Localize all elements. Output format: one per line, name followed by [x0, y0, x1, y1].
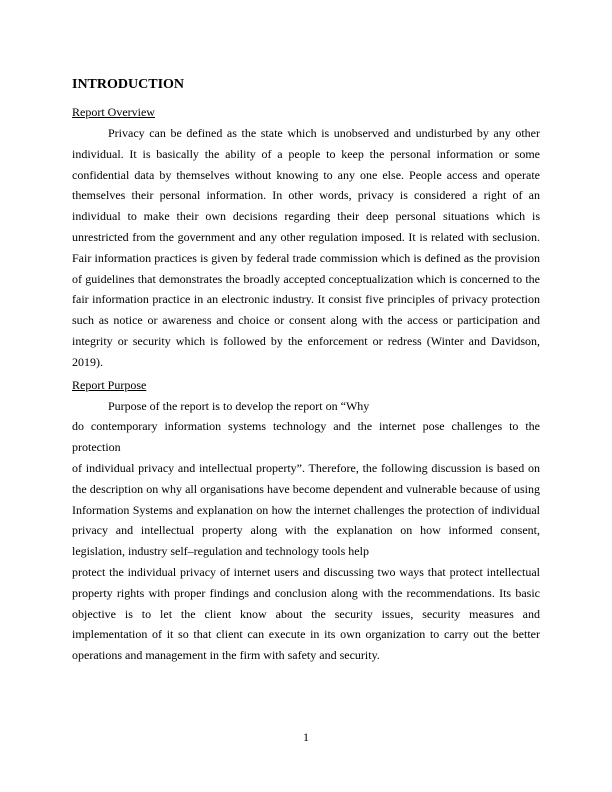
report-purpose-heading: Report Purpose — [72, 377, 147, 392]
report-overview-heading: Report Overview — [72, 105, 155, 119]
page-content — [72, 76, 540, 666]
introduction-heading: INTRODUCTION — [72, 77, 185, 92]
report-overview-paragraph: Privacy can be defined as the state which is unobserved and undisturbed by any other individual. It is basically the ability of a people to keep the personal information or some confidential data by themselves without knowing to any one else. People access and operate themselves their personal information. In other words, privacy is considered a right of an individual to make their own decisions regarding their deep personal situations which is unrestricted from the government and any other regulation imposed. It is related with seclusion. Fair information practices is given by federal trade commission which is defined as the provision of guidelines that demonstrates the broadly accepted conceptualization which is concerned to the fair information practice in an electronic industry. It consist five principles of privacy protection such as notice or awareness and choice or consent along with the access or participation and integrity or security which is followed by the enforcement or redress (Winter and Davidson, 2019). — [72, 126, 540, 369]
report-purpose-paragraph: do contemporary information systems technology and the internet pose challenges to the protection of individual privacy and intellectual property”. Therefore, the following discussion is based on the description on why all organisations have become dependent and vulnerable because of using Information Systems and explanation on how the internet challenges the protection of individual privacy and intellectual property along with the explanation on how informed consent, legislation, industry self–regulation and technology tools help protect the individual privacy of internet users and discussing two ways that protect intellectual property rights with proper findings and conclusion along with the recommendations. Its basic objective is to let the client know about the security issues, security measures and implementation of it so that client can execute in its own organization to carry out the better operations and management in the firm with safety and security. — [72, 419, 540, 663]
report-purpose-first-line: Purpose of the report is to develop the report on “Why — [108, 398, 370, 413]
page-number: 1 — [303, 730, 309, 744]
